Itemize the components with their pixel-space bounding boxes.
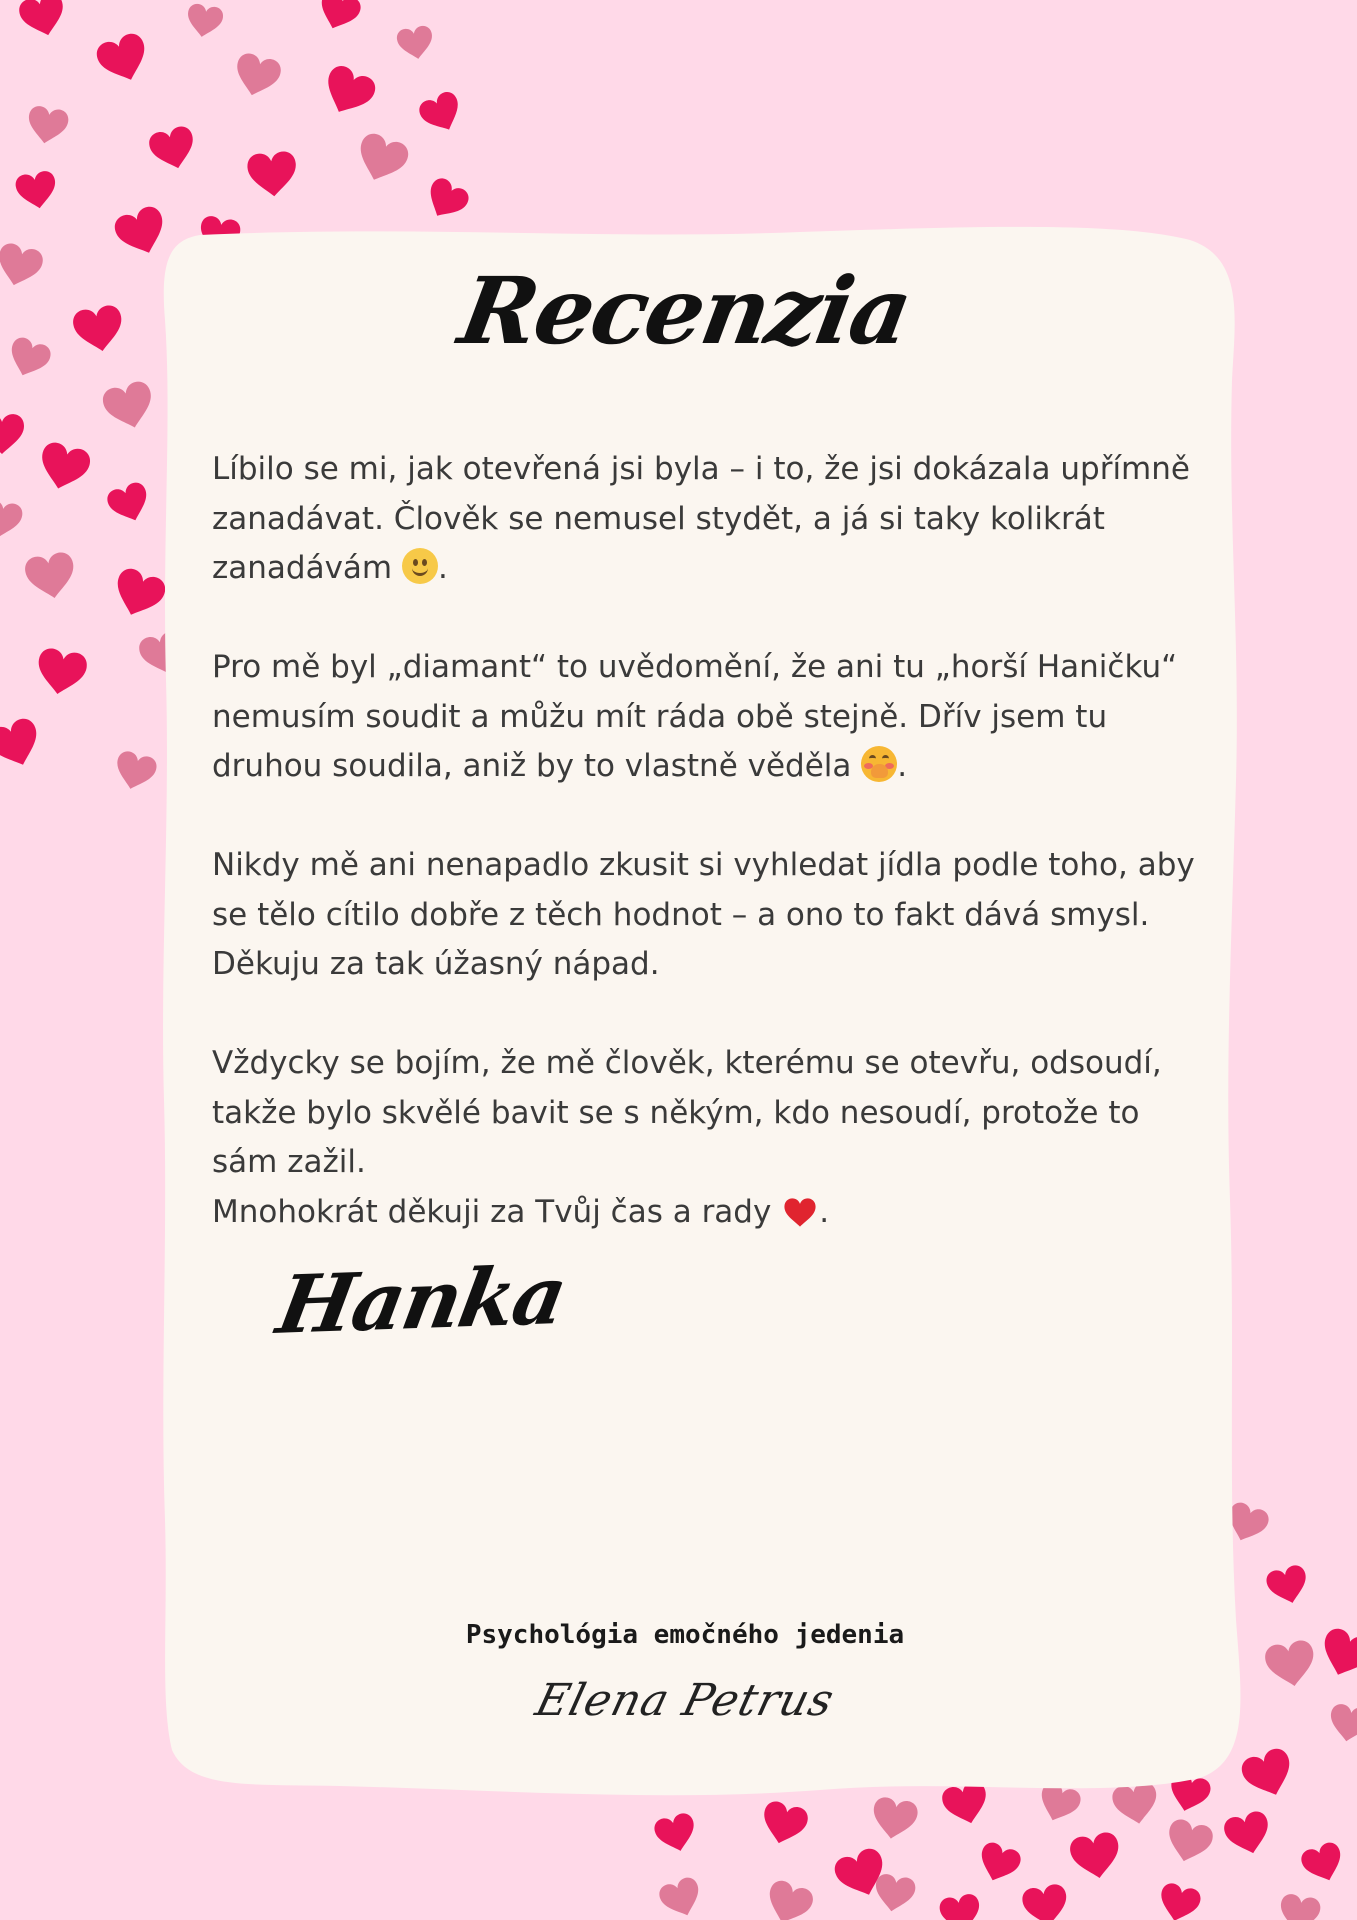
text-line: Nikdy mě ani nenapadlo zkusit si vyhledat jídla podle toho, aby [212, 847, 1195, 883]
punctuation: . [819, 1193, 830, 1230]
review-card [160, 235, 1230, 1785]
footer-title: Psychológia emočného jedenia [465, 1620, 905, 1650]
text-line: Líbilo se mi, jak otevřená jsi byla – i to, že jsi dokázala upřímně [212, 451, 1190, 487]
text-line: Mnohokrát děkuji za Tvůj čas a rady [212, 1193, 772, 1230]
text-line: se tělo cítilo dobře z těch hodnot – a ono to fakt dává smysl. [212, 896, 1150, 933]
paragraph-2 [212, 643, 1212, 792]
text-line: Vždycky se bojím, že mě člověk, kterému se otevřu, odsoudí, [212, 1045, 1162, 1081]
text-line: zanadávám [212, 550, 393, 586]
page-title: Recenzia [451, 257, 919, 365]
review-body [212, 445, 1212, 1237]
punctuation: . [438, 550, 448, 586]
signature: Hanka [270, 1248, 573, 1352]
text-line: nemusím soudit a můžu mít ráda obě stejně. Dřív jsem tu [212, 698, 1108, 735]
text-line: takže bylo skvělé bavit se s někým, kdo nesoudí, protože to [212, 1094, 1140, 1131]
text-line: zanadávat. Člověk se nemusel stydět, a já si taky kolikrát [212, 500, 1105, 537]
text-line: sám zažil. [212, 1144, 366, 1180]
slightly-smiling-face-emoji [402, 548, 438, 584]
paragraph-1 [212, 445, 1212, 594]
text-line-with-emoji [212, 742, 1212, 792]
footer-signature: Elena Petrus [530, 1675, 840, 1726]
text-line-with-emoji [212, 1188, 1212, 1238]
blushing-face-hand-over-mouth-emoji [861, 746, 897, 782]
punctuation: . [897, 748, 908, 784]
text-line: Děkuju za tak úžasný nápad. [212, 946, 660, 982]
paragraph-4 [212, 1039, 1212, 1237]
text-line-with-emoji [212, 544, 1212, 594]
text-line: Pro mě byl „diamant“ to uvědomění, že ani tu „horší Haničku“ [212, 649, 1178, 685]
paragraph-3 [212, 841, 1212, 990]
red-heart-emoji [781, 1194, 819, 1228]
text-line: druhou soudila, aniž by to vlastně věděla [212, 748, 852, 784]
